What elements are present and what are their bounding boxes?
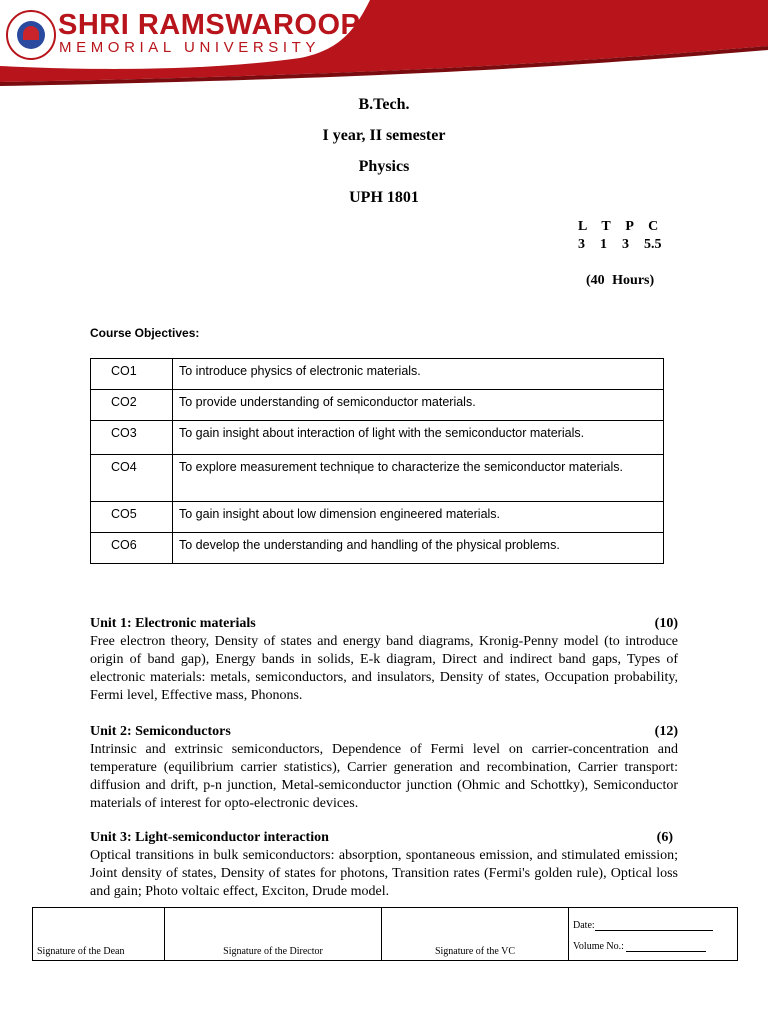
co-code: CO4 (91, 455, 173, 502)
date-label: Date: (573, 920, 595, 931)
vc-signature-cell (382, 908, 569, 961)
university-subtitle: MEMORIAL UNIVERSITY (59, 39, 321, 56)
table-row (91, 421, 664, 455)
co-code: CO6 (91, 533, 173, 564)
unit-2-body: Intrinsic and extrinsic semiconductors, Dependence of Fermi level on carrier-concentration and temperature (equilibrium carrier statistics), Carrier generation and recombination, Carrier transport: diffusion and drift, p-n junction, Metal-semiconductor junction (Ohmic and Schottky), Semiconductor materials of interest for opto-electronic devices. (90, 742, 678, 811)
unit-title: Unit 1: Electronic materials (90, 616, 256, 631)
unit-3-body: Optical transitions in bulk semiconductors: absorption, spontaneous emission, and stimulated emission; Joint density of states, Density of states for photons, Transition rates (Fermi's golden rule), Optical loss and gain; Photo voltaic effect, Exciton, Drude model. (90, 848, 678, 899)
co-code: CO3 (91, 421, 173, 455)
unit-hours: (6) (656, 830, 673, 845)
co-text: To gain insight about low dimension engineered materials. (173, 502, 664, 533)
co-text: To provide understanding of semiconductor materials. (173, 390, 664, 421)
co-text: To introduce physics of electronic materials. (173, 359, 664, 390)
university-name: SHRI RAMSWAROOP (58, 9, 361, 41)
co-code: CO1 (91, 359, 173, 390)
co-text: To explore measurement technique to characterize the semiconductor materials. (173, 455, 664, 502)
unit-hours: (12) (654, 724, 678, 739)
course-objectives-title: Course Objectives: (90, 326, 200, 340)
dean-signature-label: Signature of the Dean (37, 946, 125, 957)
unit-1-body: Free electron theory, Density of states and energy band diagrams, Kronig-Penny model (to introduce origin of band gap), Energy bands in solids, E-k diagram, Direct and indirect band gaps, Types of electronic materials: metals, semiconductors, and insulators, Density of states, Occupation probability, Fermi level, Effective mass, Phonons. (90, 634, 678, 703)
program-title: B.Tech. (358, 96, 410, 113)
university-header (0, 0, 768, 90)
unit-1-heading (90, 615, 678, 632)
course-objectives-table (90, 358, 664, 564)
dean-signature-cell (33, 908, 165, 961)
signature-table (32, 907, 738, 961)
unit-3-heading (90, 829, 678, 846)
director-signature-cell (165, 908, 382, 961)
volume-label: Volume No.: (573, 941, 624, 952)
co-code: CO2 (91, 390, 173, 421)
co-text: To gain insight about interaction of light with the semiconductor materials. (173, 421, 664, 455)
unit-title: Unit 2: Semiconductors (90, 724, 231, 739)
course-code: UPH 1801 (349, 189, 419, 206)
ltpc-values: 3 1 3 5.5 (578, 237, 662, 252)
director-signature-label: Signature of the Director (223, 946, 323, 957)
university-seal-icon (6, 10, 56, 60)
volume-field (573, 941, 733, 952)
unit-2-heading (90, 723, 678, 740)
unit-hours: (10) (654, 616, 678, 631)
table-row (91, 359, 664, 390)
table-row (91, 390, 664, 421)
course-hours: (40 Hours) (586, 273, 655, 288)
ltpc-labels: L T P C (578, 219, 659, 234)
year-semester: I year, II semester (322, 127, 446, 144)
co-code: CO5 (91, 502, 173, 533)
table-row (91, 502, 664, 533)
table-row (91, 455, 664, 502)
subject-title: Physics (358, 158, 410, 175)
date-volume-cell (569, 908, 738, 961)
date-field (573, 920, 733, 931)
vc-signature-label: Signature of the VC (434, 946, 516, 957)
table-row (91, 533, 664, 564)
co-text: To develop the understanding and handling of the physical problems. (173, 533, 664, 564)
unit-title: Unit 3: Light-semiconductor interaction (90, 830, 329, 845)
